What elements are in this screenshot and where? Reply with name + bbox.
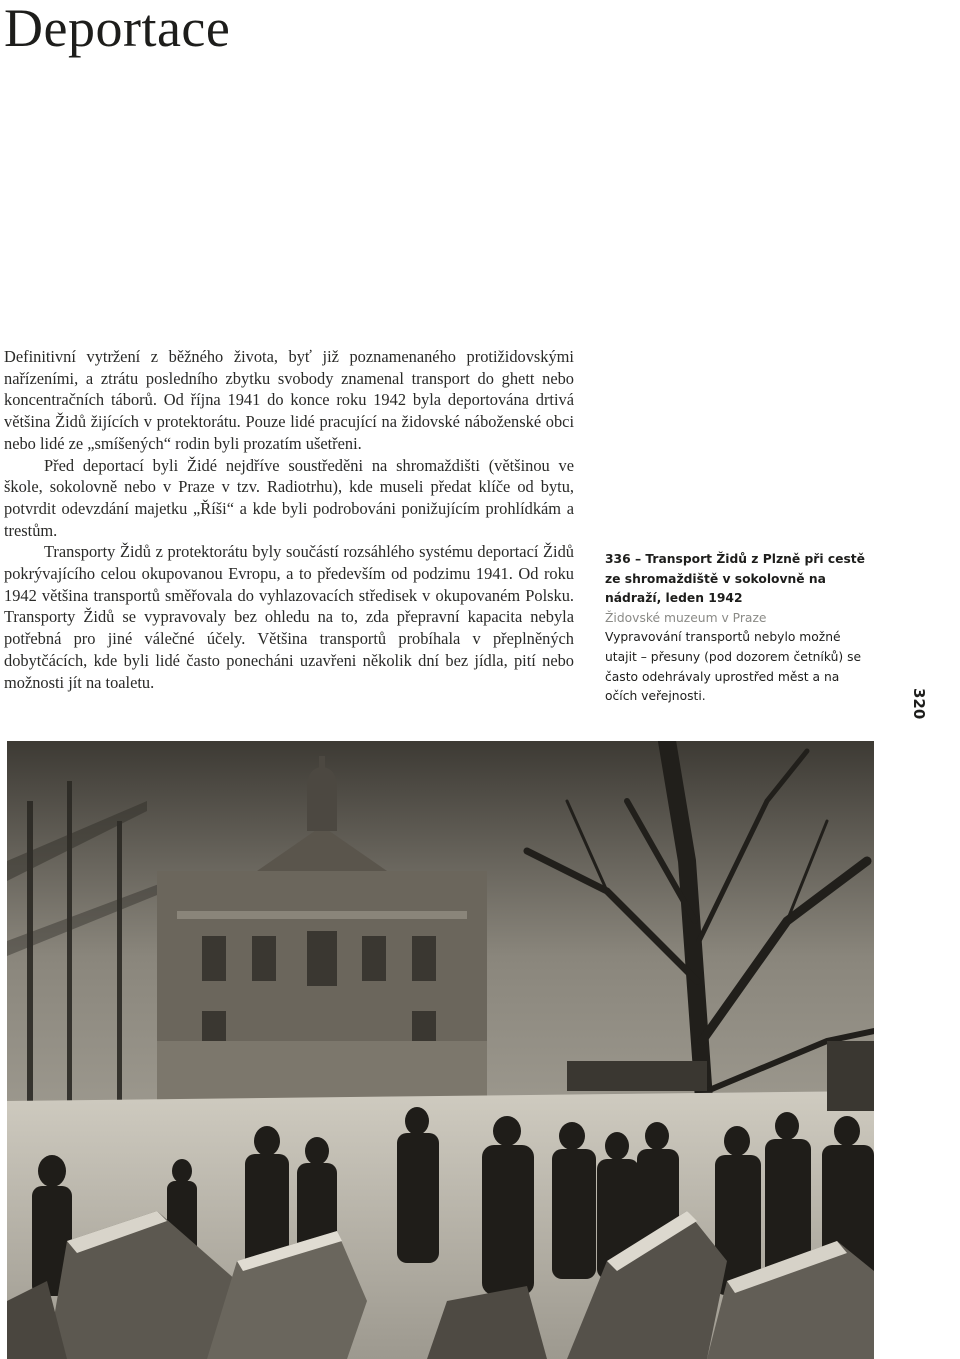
body-paragraph-3: Transporty Židů z protektorátu byly součástí rozsáhlého systému deportací Židů pokrývajícího celou okupovanou Evropu, a to především od podzimu 1941. Od roku 1942 většina transportů směřovala do vyhlazovacích středisek v okupovaném Polsku. Transporty Židů se vypravovaly bez ohledu na to, zda přepravní kapacita nebyla potřebná pro jiné válečné účely. Většina transportů probíhala v přeplněných dobytčácích, kde byli lidé často ponecháni uzavřeni několik dní bez jídla, pití nebo možnosti jít na toaletu.: [4, 542, 574, 692]
page-number: 320: [910, 688, 928, 720]
page-title: Deportace: [4, 0, 231, 58]
photo-caption: [605, 550, 875, 707]
caption-title: 336 – Transport Židů z Plzně při cestě ze shromaždiště v sokolovně na nádraží, leden 1942: [605, 552, 866, 606]
caption-source: Židovské muzeum v Praze: [605, 610, 767, 625]
photo-illustration: [7, 741, 874, 1359]
transport-procession-photo: [7, 741, 874, 1359]
body-paragraph-1: Definitivní vytržení z běžného života, byť již poznamenaného protižidovskými nařízeními, a ztrátu posledního zbytku svobody znamenal transport do ghett nebo koncentračních táborů. Od října 1941 do konce roku 1942 byla deportována drtivá většina Židů žijících v protektorátu. Pouze lidé pracující na židovské náboženské obci nebo lidé ze „smíšených“ rodin byli prozatím ušetřeni.: [4, 347, 574, 453]
body-text: [4, 346, 574, 693]
caption-description: Vypravování transportů nebylo možné utajit – přesuny (pod dozorem četníků) se často odehrávaly uprostřed měst a na očích veřejnosti.: [605, 630, 862, 704]
body-paragraph-2: Před deportací byli Židé nejdříve soustředěni na shromaždišti (většinou ve škole, sokolovně nebo v Praze v tzv. Radiotrhu), kde museli předat klíče od bytu, potvrdit odevzdání majetku „Říši“ a kde byli podrobováni ponižujícím prohlídkám a trestům.: [4, 455, 574, 540]
